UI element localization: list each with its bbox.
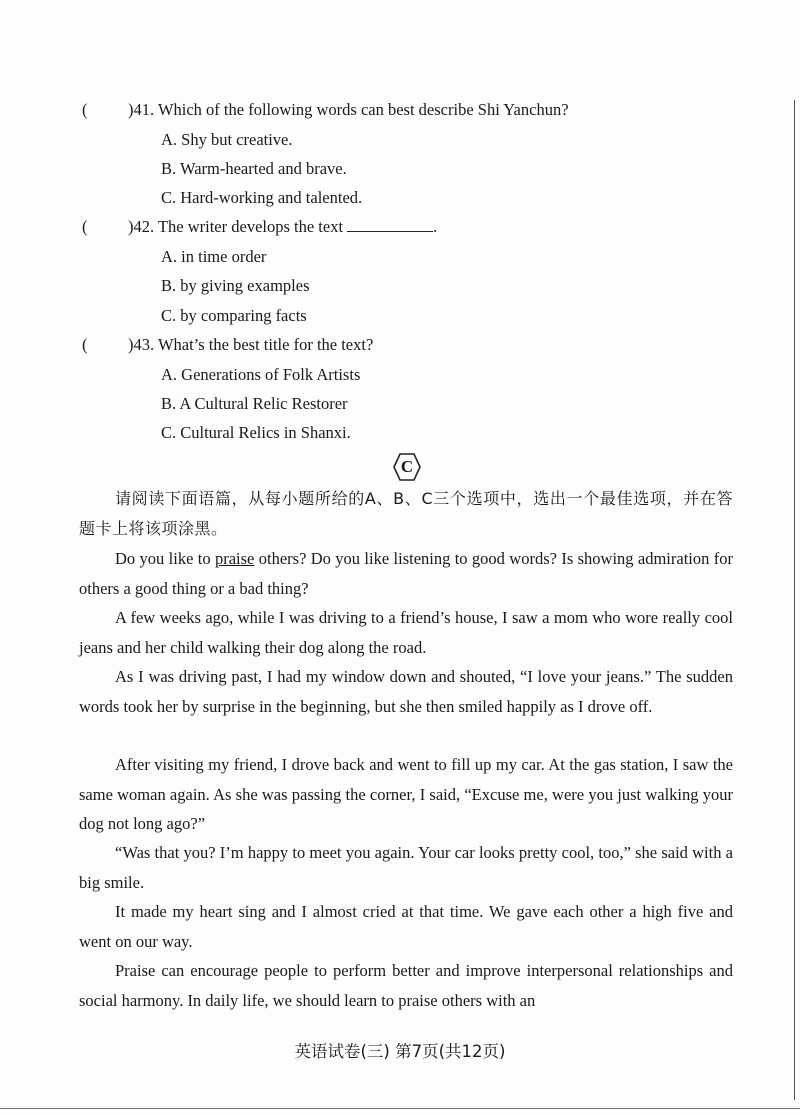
option-41-c: C. Hard-working and talented. (161, 188, 363, 207)
answer-paren-42[interactable]: ( (82, 217, 88, 236)
option-42-c: C. by comparing facts (161, 306, 307, 325)
option-42-a: A. in time order (161, 247, 267, 266)
option-43-b: B. A Cultural Relic Restorer (161, 394, 348, 413)
section-letter: C (400, 457, 414, 476)
underlined-word: praise (214, 549, 255, 568)
passage-paragraph-3: As I was driving past, I had my window down and shouted, “I love your jeans.” The sudden words took her by surprise in the beginning, but she then smiled happily as I drove off. (79, 667, 733, 716)
option-43-c: C. Cultural Relics in Shanxi. (161, 423, 351, 442)
option-41-a: A. Shy but creative. (161, 130, 293, 149)
passage-paragraph-1 (79, 544, 733, 603)
option-42-b: B. by giving examples (161, 276, 310, 295)
answer-paren-41[interactable]: ( (82, 100, 88, 119)
fill-blank (347, 217, 433, 232)
passage-paragraph-7: Praise can encourage people to perform better and improve interpersonal relationships and social harmony. In daily life, we should learn to praise others with an (79, 961, 733, 1010)
page-bottom-line (0, 1108, 800, 1109)
question-42-text: )42. The writer develops the text (128, 217, 344, 236)
passage-paragraph-5: “Was that you? I’m happy to meet you again. Your car looks pretty cool, too,” she said with a big smile. (79, 843, 733, 892)
question-42-period: . (433, 217, 438, 236)
p1-start: Do you like to (115, 549, 215, 568)
question-42-line (128, 217, 437, 237)
option-43-a: A. Generations of Folk Artists (161, 365, 361, 384)
passage-paragraph-6: It made my heart sing and I almost cried at that time. We gave each other a high five and went on our way. (79, 902, 733, 951)
question-43-text: )43. What’s the best title for the text? (128, 335, 374, 354)
question-41-text: )41. Which of the following words can best describe Shi Yanchun? (128, 100, 569, 119)
section-c-marker (393, 453, 421, 481)
p1-end: others? Do you like listening to good words? Is showing admiration for others a good thing or a bad thing? (79, 549, 733, 598)
passage-paragraph-2: A few weeks ago, while I was driving to a friend’s house, I saw a mom who wore really cool jeans and her child walking their dog along the road. (79, 608, 733, 657)
instructions: 请阅读下面语篇，从每小题所给的A、B、C三个选项中，选出一个最佳选项，并在答题卡上将该项涂黑。 (79, 489, 733, 538)
option-41-b: B. Warm-hearted and brave. (161, 159, 347, 178)
page-edge-line (794, 100, 795, 1100)
page-footer: 英语试卷(三) 第7页(共12页) (294, 1042, 506, 1061)
passage-paragraph-4: After visiting my friend, I drove back and went to fill up my car. At the gas station, I saw the same woman again. As she was passing the corner, I said, “Excuse me, were you just walking your dog not long ago?” (79, 755, 733, 833)
answer-paren-43[interactable]: ( (82, 335, 88, 354)
